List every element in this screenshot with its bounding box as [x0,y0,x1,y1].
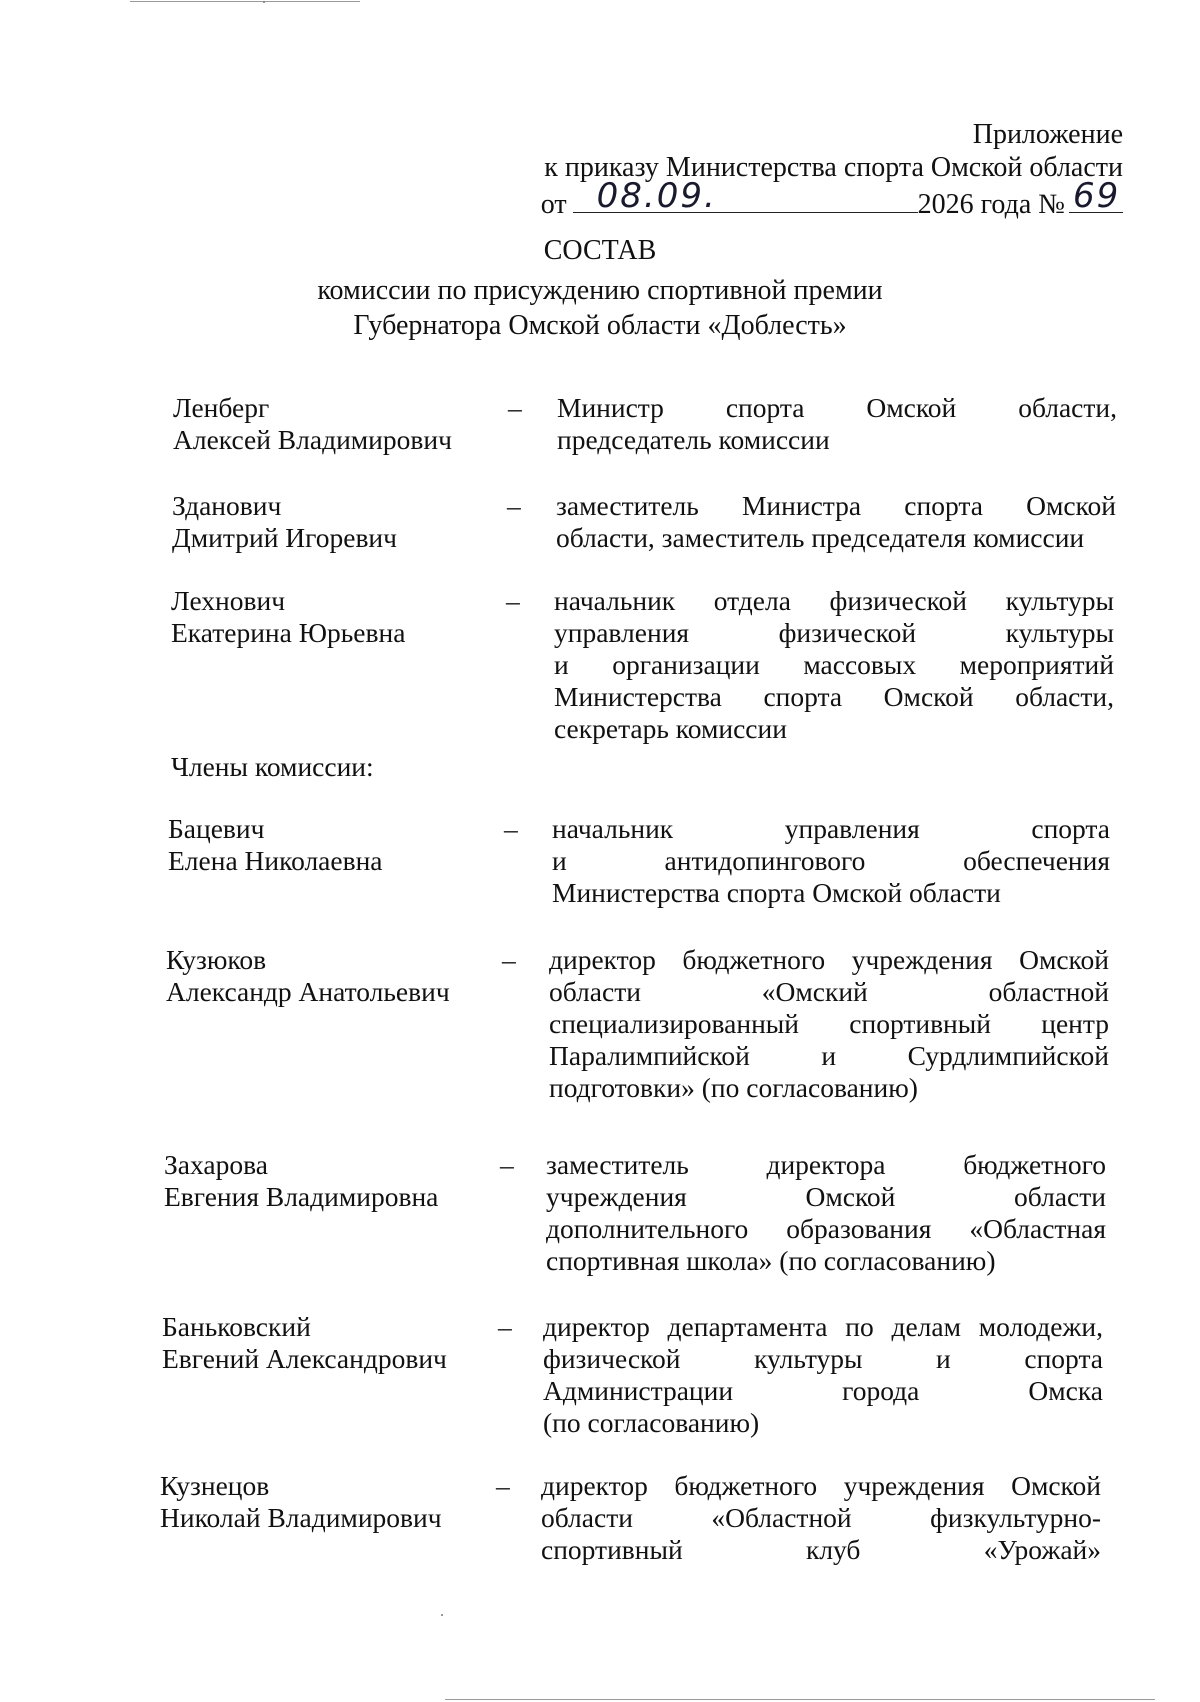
member-role [554,585,1114,745]
handwritten-number: 69 [1073,176,1121,216]
member-given-names: Николай Владимирович [160,1502,442,1533]
commission-member [171,585,1115,755]
member-given-names: Евгения Владимировна [164,1181,439,1212]
number-field [1069,176,1123,216]
handwritten-date: 08.09. [596,176,717,216]
role-line: Паралимпийской и Сурдлимпийской [549,1040,1109,1071]
member-surname: Кузюков [166,944,267,975]
member-name [164,1149,484,1213]
member-surname: Бацевич [168,813,265,844]
member-given-names: Дмитрий Игоревич [172,522,397,553]
scan-speck [441,1614,443,1616]
role-line: директор департамента по делам молодежи, [543,1311,1103,1342]
member-role [552,813,1110,909]
order-reference: к приказу Министерства спорта Омской области [544,152,1123,183]
member-dash: – [500,1149,514,1180]
role-line: управления физической культуры [554,617,1114,648]
role-line: подготовки» (по согласованию) [549,1072,918,1103]
role-line: и антидопингового обеспечения [552,845,1110,876]
member-surname: Ленберг [173,392,270,423]
member-name [166,944,486,1008]
scan-edge-top [130,1,360,2]
year-text: 2026 года № [917,189,1065,220]
title-heading: СОСТАВ [543,235,657,266]
role-line: Администрации города Омска [543,1375,1103,1406]
member-surname: Лехнович [171,585,286,616]
member-role [546,1149,1106,1277]
member-given-names: Евгений Александрович [162,1343,447,1374]
role-line: области «Омский областной [549,976,1109,1007]
role-line: заместитель Министра спорта Омской [556,490,1116,521]
document-title [0,233,1200,268]
role-line: директор бюджетного учреждения Омской [549,944,1109,975]
member-role [557,392,1117,456]
member-role [541,1470,1101,1566]
subtitle-line-2: Губернатора Омской области «Доблесть» [353,310,847,341]
member-dash: – [496,1470,510,1501]
member-name [172,490,492,554]
role-line: Министр спорта Омской области, [557,392,1117,423]
role-line: заместитель директора бюджетного [546,1149,1106,1180]
member-dash: – [504,813,518,844]
role-line: председатель комиссии [557,424,830,455]
member-role [549,944,1109,1104]
commission-member [172,490,1116,560]
scan-edge-bottom [445,1699,1155,1700]
appendix-header [503,118,1123,221]
role-line: области «Областной физкультурно- [541,1502,1101,1533]
commission-member [166,944,1110,1114]
member-dash: – [498,1311,512,1342]
member-dash: – [507,490,521,521]
role-line: спортивная школа» (по согласованию) [546,1245,996,1276]
role-line: и организации массовых мероприятий [554,649,1114,680]
commission-member [173,392,1117,462]
commission-member [164,1149,1108,1289]
appendix-label: Приложение [972,119,1123,150]
role-line: спортивный клуб «Урожай» [541,1534,1101,1565]
role-line: Министерства спорта Омской области, [554,681,1114,712]
order-date-line [503,176,1123,221]
member-name [162,1311,482,1375]
date-prefix: от [540,189,567,220]
member-dash: – [506,585,520,616]
role-line: учреждения Омской области [546,1181,1106,1212]
role-line: физической культуры и спорта [543,1343,1103,1374]
member-given-names: Екатерина Юрьевна [171,617,406,648]
member-surname: Захарова [164,1149,268,1180]
member-surname: Кузнецов [160,1470,270,1501]
member-name [173,392,493,456]
member-given-names: Александр Анатольевич [166,976,450,1007]
member-dash: – [502,944,516,975]
commission-member [160,1470,1104,1580]
role-line: дополнительного образования «Областная [546,1213,1106,1244]
role-line: специализированный спортивный центр [549,1008,1109,1039]
role-line: Министерства спорта Омской области [552,877,1001,908]
scan-speck [263,1,265,3]
member-dash: – [508,392,522,423]
role-line: (по согласованию) [543,1407,760,1438]
member-given-names: Алексей Владимирович [173,424,452,455]
member-given-names: Елена Николаевна [168,845,383,876]
member-name [160,1470,480,1534]
role-line: начальник управления спорта [552,813,1110,844]
role-line: области, заместитель председателя комиссии [556,522,1085,553]
subtitle-line-1: комиссии по присуждению спортивной премии [317,275,883,306]
commission-member [168,813,1112,923]
member-surname: Зданович [172,490,282,521]
role-line: директор бюджетного учреждения Омской [541,1470,1101,1501]
member-name [168,813,488,877]
member-role [556,490,1116,554]
commission-member [162,1311,1106,1451]
member-role [543,1311,1103,1439]
date-field [573,176,918,216]
role-line: начальник отдела физической культуры [554,585,1114,616]
member-name [171,585,491,649]
member-surname: Баньковский [162,1311,311,1342]
members-section-label: Члены комиссии: [171,751,374,782]
role-line: секретарь комиссии [554,713,787,744]
document-subtitle [0,273,1200,343]
